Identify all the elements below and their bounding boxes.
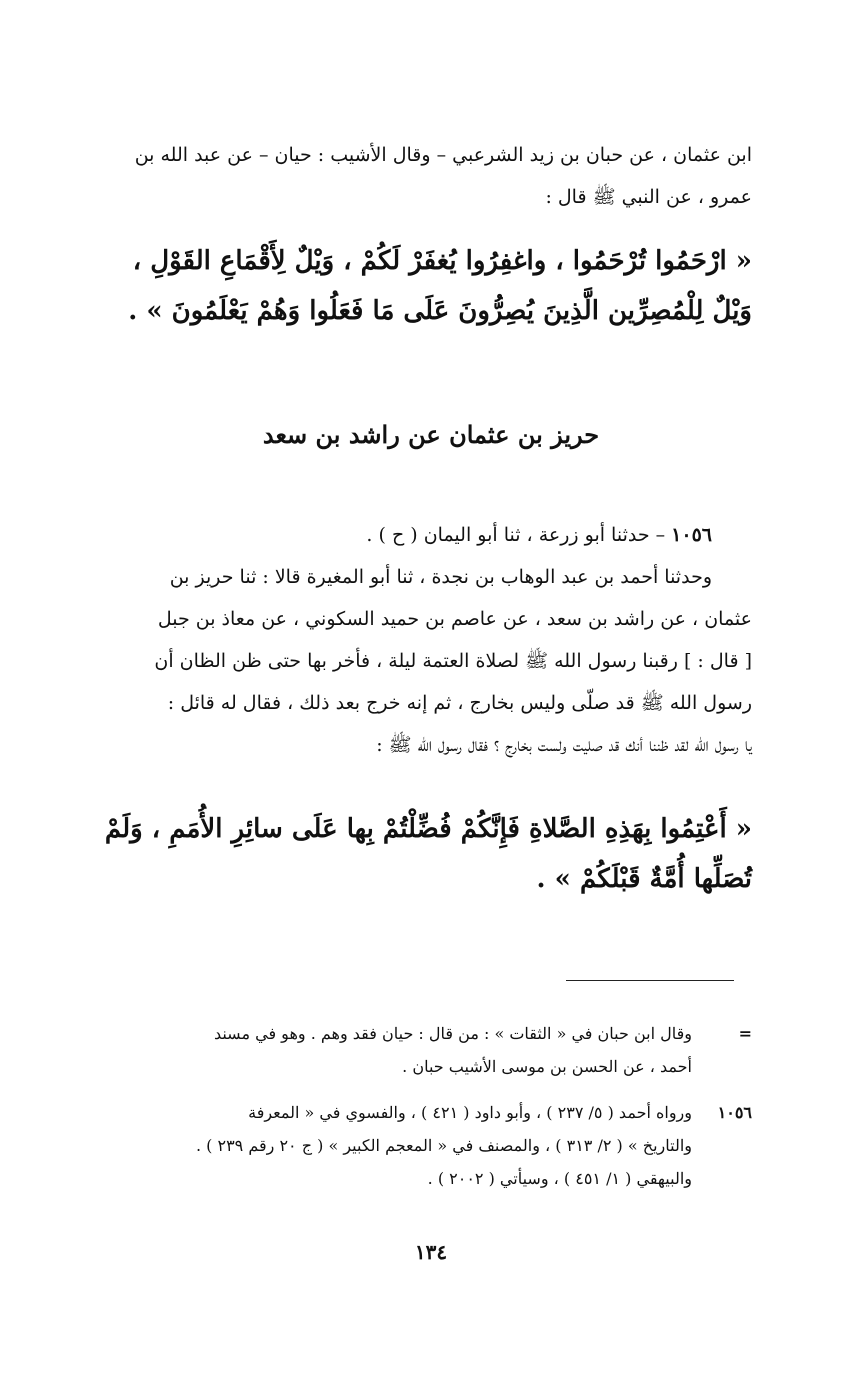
hadith-quote-line: « أَعْتِمُوا بِهَذِهِ الصَّلاةِ فَإِنَّكُمْ فُضِّلْتُمْ بِها عَلَى سائِرِ الأُمَمِ ، وَلَمْ	[104, 814, 752, 844]
hadith-line: « ارْحَمُوا تُرْحَمُوا ، واغفِرُوا يُغفَرْ لَكُمْ ، وَيْلٌ لِأَقْمَاعِ القَوْلِ ،	[132, 246, 752, 276]
footnote-line: والتاريخ » ( ٢/ ٣١٣ ) ، والمصنف في « المعجم الكبير » ( ج ٢٠ رقم ٢٣٩ ) .	[195, 1136, 692, 1155]
hadith-line: يا رسول الله لقد ظننا أنك قد صليت ولست بخارج ؟ فقال رسول الله ﷺ :	[376, 734, 752, 756]
hadith-line: وحدثنا أحمد بن عبد الوهاب بن نجدة ، ثنا أبو المغيرة قالا : ثنا حريز بن	[169, 566, 712, 588]
page-number: ١٣٤	[414, 1240, 448, 1264]
hadith-line: [ قال : ] رقبنا رسول الله ﷺ لصلاة العتمة ليلة ، فأخر بها حتى ظن الظان أن	[154, 650, 752, 672]
chapter-heading: حريز بن عثمان عن راشد بن سعد	[262, 420, 600, 449]
footnote-line: أحمد ، عن الحسن بن موسى الأشيب حبان .	[402, 1057, 692, 1076]
footnote-marker: =	[738, 1024, 752, 1043]
intro-line: عمرو ، عن النبي ﷺ قال :	[545, 186, 752, 208]
footnote-line: والبيهقي ( ١/ ٤٥١ ) ، وسيأتي ( ٢٠٠٢ ) .	[427, 1169, 692, 1188]
footnote-continuation	[72, 1017, 752, 1083]
intro-paragraph	[52, 134, 752, 218]
hadith-number: ١٠٥٦	[671, 524, 712, 546]
hadith-first-line-text: – حدثنا أبو زرعة ، ثنا أبو اليمان ( ح ) .	[366, 524, 672, 546]
hadith-line: رسول الله ﷺ قد صلّى وليس بخارج ، ثم إنه خرج بعد ذلك ، فقال له قائل :	[167, 692, 752, 714]
footnote-text: وقال ابن حبان في « الثقات » : من قال : حيان فقد وهم . وهو في مسند	[213, 1024, 692, 1043]
footnote-line	[72, 1096, 752, 1129]
hadith-line: عثمان ، عن راشد بن سعد ، عن عاصم بن حميد السكوني ، عن معاذ بن جبل	[157, 608, 752, 630]
footnote-1056	[72, 1096, 752, 1195]
hadith-first-line	[52, 514, 752, 556]
footnote-text: ورواه أحمد ( ٥/ ٢٣٧ ) ، وأبو داود ( ٤٢١ ) ، والفسوي في « المعرفة	[248, 1103, 692, 1122]
hadith-1056-quote	[52, 804, 752, 904]
hadith-1056-paragraph	[52, 514, 752, 766]
hadith-line: وَيْلٌ لِلْمُصِرِّين الَّذِينَ يُصِرُّونَ عَلَى مَا فَعَلُوا وَهُمْ يَعْلَمُونَ » .	[128, 296, 752, 326]
footnote-marker: ١٠٥٦	[717, 1103, 752, 1122]
hadith-quote-line: تُصَلِّها أُمَّةٌ قَبْلَكُمْ » .	[536, 864, 752, 894]
hadith-text	[52, 236, 752, 336]
footnote-separator	[566, 980, 734, 981]
footnote-line	[72, 1017, 752, 1050]
intro-line: ابن عثمان ، عن حبان بن زيد الشرعبي – وقال الأشيب : حيان – عن عبد الله بن	[134, 144, 752, 166]
